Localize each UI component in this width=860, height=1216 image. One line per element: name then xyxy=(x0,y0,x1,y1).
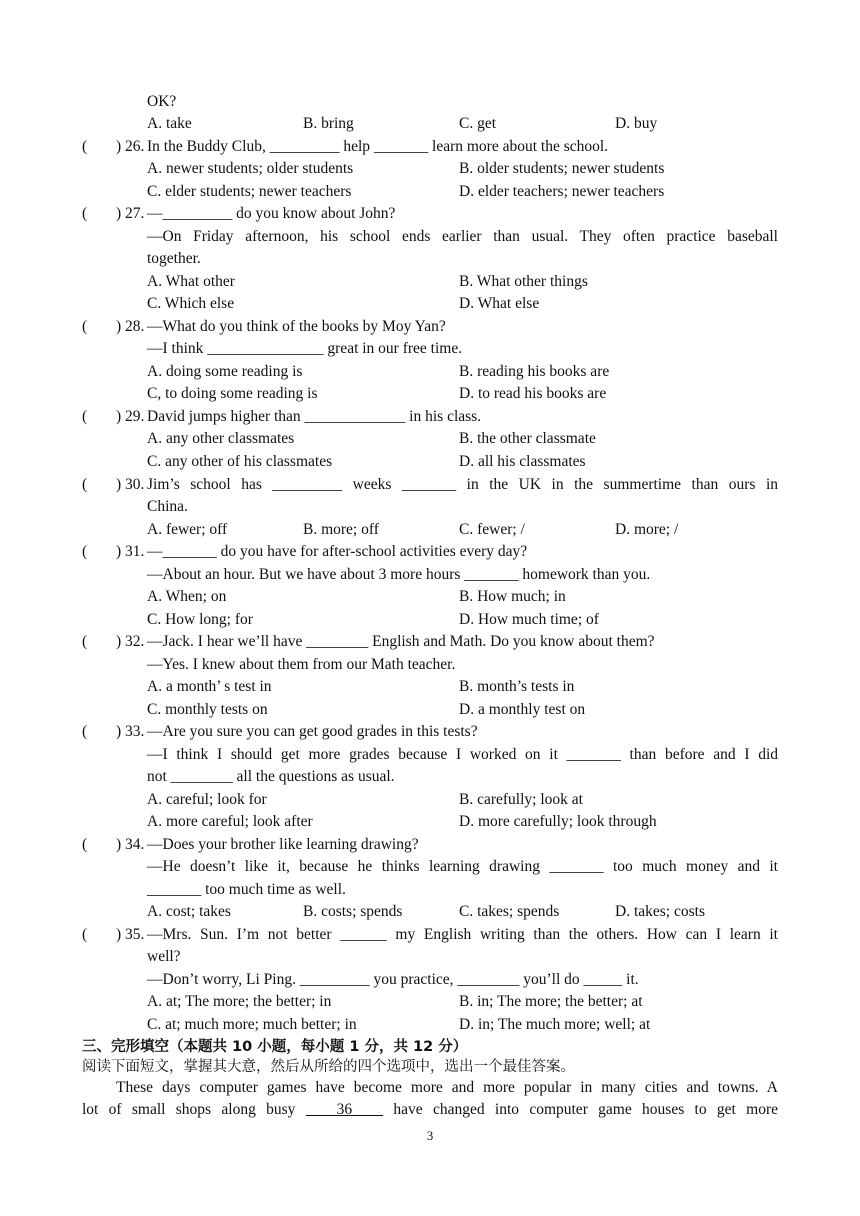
answer-option: B. What other things xyxy=(459,273,588,290)
answer-option: D. more carefully; look through xyxy=(459,813,657,830)
question-text: _______ too much time as well. xyxy=(147,881,346,898)
answer-option: B. bring xyxy=(303,115,354,132)
passage-text xyxy=(82,1099,778,1121)
answer-paren: ( xyxy=(82,633,88,650)
question-text: —Does your brother like learning drawing? xyxy=(147,836,419,853)
question-line xyxy=(0,541,860,563)
page-number: 3 xyxy=(426,1128,434,1143)
question-continuation xyxy=(0,744,860,766)
answer-option: A. doing some reading is xyxy=(147,363,303,380)
question-text: OK? xyxy=(147,93,177,110)
options-row xyxy=(0,383,860,405)
question-line xyxy=(0,631,860,653)
answer-option: A. careful; look for xyxy=(147,791,267,808)
options-row xyxy=(0,991,860,1013)
options-row xyxy=(0,609,860,631)
question-text: —About an hour. But we have about 3 more hours _______ homework than you. xyxy=(147,566,651,583)
answer-paren: ( xyxy=(82,476,88,493)
options-row xyxy=(0,181,860,203)
section-instructions-line xyxy=(0,1056,860,1078)
question-text: —Don’t worry, Li Ping. _________ you practice, ________ you’ll do _____ it. xyxy=(147,971,639,988)
answer-option: A. a month’ s test in xyxy=(147,678,272,695)
question-text: —On Friday afternoon, his school ends earlier than usual. They often practice baseball xyxy=(147,228,778,245)
answer-paren: ( xyxy=(82,318,88,335)
answer-option: A. fewer; off xyxy=(147,521,228,538)
answer-option: D. How much time; of xyxy=(459,611,599,628)
question-line xyxy=(0,316,860,338)
question-line xyxy=(0,834,860,856)
question-number: ) 33. xyxy=(116,723,145,740)
options-row xyxy=(0,699,860,721)
options-row xyxy=(0,293,860,315)
question-number: ) 32. xyxy=(116,633,145,650)
question-number: ) 27. xyxy=(116,205,145,222)
question-text: —Mrs. Sun. I’m not better ______ my English writing than the others. How can I learn it xyxy=(147,926,778,943)
answer-option: D. takes; costs xyxy=(615,903,705,920)
question-number: ) 28. xyxy=(116,318,145,335)
answer-option: A. newer students; older students xyxy=(147,160,354,177)
question-text: —_________ do you know about John? xyxy=(147,205,396,222)
answer-option: C. fewer; / xyxy=(459,521,525,538)
answer-option: A. When; on xyxy=(147,588,227,605)
question-text: together. xyxy=(147,250,201,267)
answer-option: B. more; off xyxy=(303,521,379,538)
options-row xyxy=(0,271,860,293)
question-text: —What do you think of the books by Moy Yan? xyxy=(147,318,446,335)
answer-paren: ( xyxy=(82,926,88,943)
options-row xyxy=(0,519,860,541)
answer-option: C. any other of his classmates xyxy=(147,453,333,470)
answer-option: C. elder students; newer teachers xyxy=(147,183,352,200)
answer-option: C, to doing some reading is xyxy=(147,385,318,402)
section-instructions: 阅读下面短文，掌握其大意，然后从所给的四个选项中，选出一个最佳答案。 xyxy=(82,1059,575,1075)
passage-text-before: lot of small shops along busy xyxy=(82,1101,306,1118)
question-text: —I think I should get more grades because I worked on it _______ than before and I did xyxy=(147,746,778,763)
options-row xyxy=(0,158,860,180)
question-number: ) 35. xyxy=(116,926,145,943)
answer-option: C. at; much more; much better; in xyxy=(147,1016,357,1033)
answer-paren: ( xyxy=(82,836,88,853)
answer-option: D. all his classmates xyxy=(459,453,586,470)
passage-line xyxy=(0,1077,860,1099)
answer-option: C. Which else xyxy=(147,295,235,312)
question-text: not ________ all the questions as usual. xyxy=(147,768,395,785)
answer-paren: ( xyxy=(82,205,88,222)
question-line xyxy=(0,924,860,946)
question-continuation xyxy=(0,654,860,676)
question-line xyxy=(0,474,860,496)
options-row xyxy=(0,428,860,450)
options-row xyxy=(0,586,860,608)
question-continuation xyxy=(0,338,860,360)
answer-option: B. costs; spends xyxy=(303,903,403,920)
question-text: —I think _______________ great in our free time. xyxy=(147,340,463,357)
answer-option: D. more; / xyxy=(615,521,679,538)
question-continuation xyxy=(0,226,860,248)
answer-option: B. in; The more; the better; at xyxy=(459,993,643,1010)
question-text: —Are you sure you can get good grades in this tests? xyxy=(147,723,478,740)
question-continuation xyxy=(0,946,860,968)
answer-option: D. What else xyxy=(459,295,540,312)
question-text: well? xyxy=(147,948,181,965)
options-row xyxy=(0,811,860,833)
question-number: ) 34. xyxy=(116,836,145,853)
question-continuation xyxy=(0,879,860,901)
answer-option: C. get xyxy=(459,115,497,132)
answer-option: B. How much; in xyxy=(459,588,566,605)
question-continuation xyxy=(0,766,860,788)
answer-option: B. the other classmate xyxy=(459,430,596,447)
answer-option: D. buy xyxy=(615,115,658,132)
question-number: ) 26. xyxy=(116,138,145,155)
answer-option: B. older students; newer students xyxy=(459,160,665,177)
question-text: —He doesn’t like it, because he thinks learning drawing _______ too much money and it xyxy=(147,858,778,875)
options-row xyxy=(0,361,860,383)
question-text: Jim’s school has _________ weeks _______ in the UK in the summertime than ours in xyxy=(147,476,778,493)
answer-option: A. any other classmates xyxy=(147,430,295,447)
question-text: —Yes. I knew about them from our Math teacher. xyxy=(147,656,456,673)
question-continuation xyxy=(0,969,860,991)
question-continuation xyxy=(0,856,860,878)
answer-option: A. at; The more; the better; in xyxy=(147,993,332,1010)
answer-option: D. in; The much more; well; at xyxy=(459,1016,651,1033)
question-continuation xyxy=(0,91,860,113)
question-line xyxy=(0,721,860,743)
options-row xyxy=(0,676,860,698)
section-heading-line xyxy=(0,1036,860,1058)
question-line xyxy=(0,406,860,428)
section-heading: 三、完形填空（本题共 10 小题，每小题 1 分，共 12 分） xyxy=(82,1039,468,1055)
answer-option: B. reading his books are xyxy=(459,363,610,380)
question-number: ) 29. xyxy=(116,408,145,425)
answer-option: A. more careful; look after xyxy=(147,813,313,830)
answer-paren: ( xyxy=(82,408,88,425)
question-text: China. xyxy=(147,498,188,515)
question-text: In the Buddy Club, _________ help _______ learn more about the school. xyxy=(147,138,609,155)
options-row xyxy=(0,789,860,811)
question-text: —Jack. I hear we’ll have ________ English and Math. Do you know about them? xyxy=(147,633,655,650)
question-number: ) 30. xyxy=(116,476,145,493)
blank-36: 36 xyxy=(305,1101,384,1118)
question-continuation xyxy=(0,564,860,586)
question-continuation xyxy=(0,496,860,518)
options-row xyxy=(0,901,860,923)
answer-option: A. take xyxy=(147,115,192,132)
question-line xyxy=(0,136,860,158)
answer-option: C. How long; for xyxy=(147,611,253,628)
answer-option: B. carefully; look at xyxy=(459,791,583,808)
passage-line xyxy=(0,1099,860,1121)
options-row xyxy=(0,113,860,135)
options-row xyxy=(0,451,860,473)
question-text: David jumps higher than _____________ in his class. xyxy=(147,408,482,425)
question-number: ) 31. xyxy=(116,543,145,560)
answer-paren: ( xyxy=(82,543,88,560)
answer-option: D. elder teachers; newer teachers xyxy=(459,183,665,200)
passage-text-after: have changed into computer game houses to get more xyxy=(383,1101,778,1118)
answer-paren: ( xyxy=(82,723,88,740)
answer-option: B. month’s tests in xyxy=(459,678,575,695)
answer-option: A. cost; takes xyxy=(147,903,231,920)
answer-option: C. monthly tests on xyxy=(147,701,268,718)
question-line xyxy=(0,203,860,225)
answer-option: D. a monthly test on xyxy=(459,701,586,718)
answer-paren: ( xyxy=(82,138,88,155)
answer-option: C. takes; spends xyxy=(459,903,560,920)
answer-option: A. What other xyxy=(147,273,235,290)
question-continuation xyxy=(0,248,860,270)
answer-option: D. to read his books are xyxy=(459,385,607,402)
passage-text: These days computer games have become more and more popular in many cities and towns. A xyxy=(116,1079,778,1096)
question-text: —_______ do you have for after-school activities every day? xyxy=(147,543,528,560)
options-row xyxy=(0,1014,860,1036)
